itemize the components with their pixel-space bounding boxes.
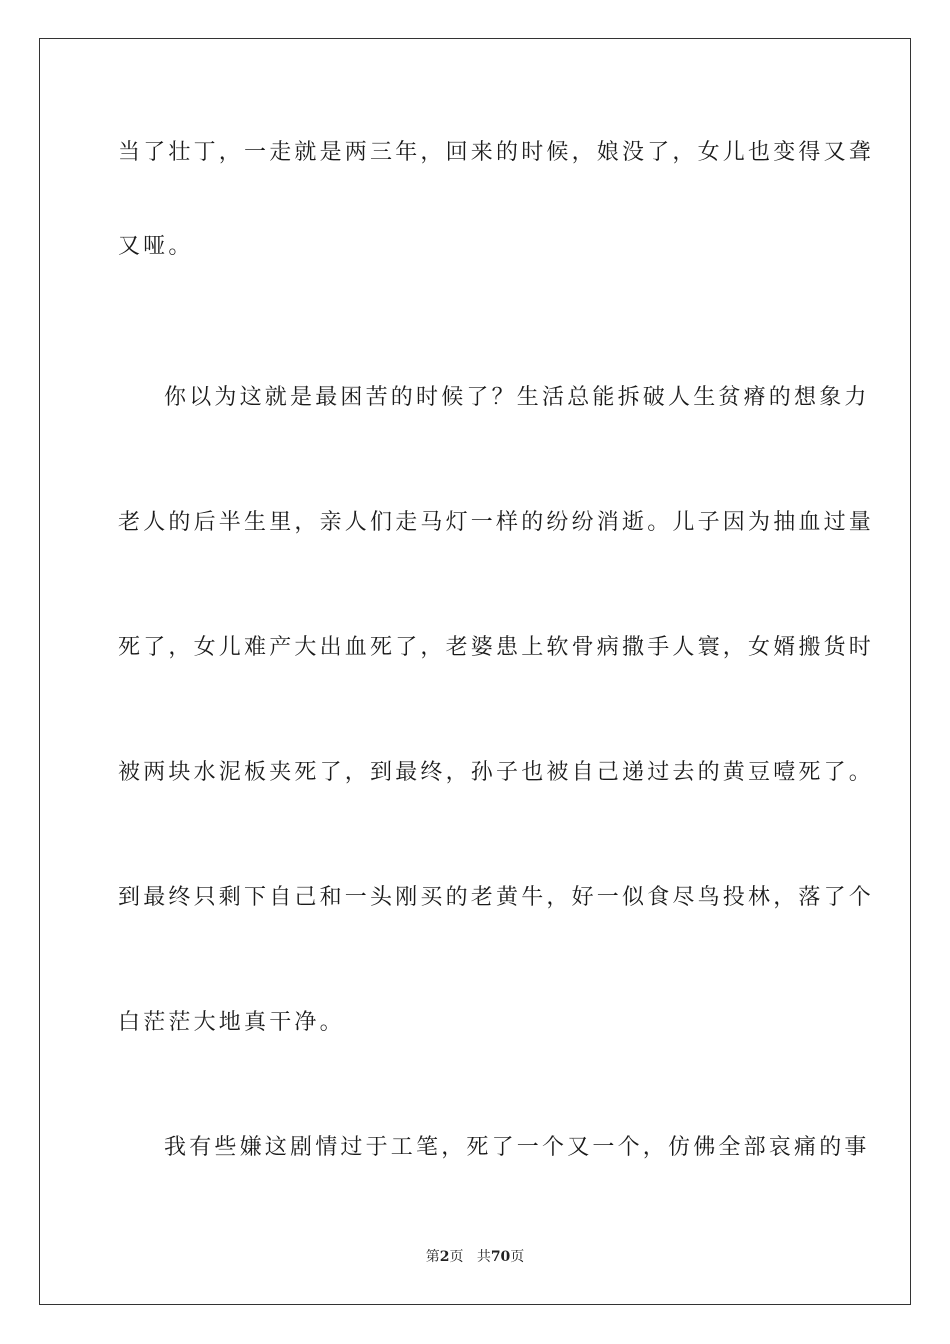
text-line-4: 老人的后半生里，亲人们走马灯一样的纷纷消逝。儿子因为抽血过量 [118,510,875,535]
total-pages: 70 [490,1249,511,1265]
page-suffix: 页 [449,1249,464,1265]
text-line-6: 被两块水泥板夹死了，到最终，孙子也被自己递过去的黄豆噎死了。 [118,760,875,785]
total-prefix: 共 [476,1249,491,1265]
page-number: 2 [439,1249,450,1265]
text-line-3: 你以为这就是最困苦的时候了？生活总能拆破人生贫瘠的想象力 [164,385,870,410]
text-line-2: 又哑。 [118,234,194,259]
text-line-8: 白茫茫大地真干净。 [118,1010,345,1035]
total-suffix: 页 [510,1249,525,1265]
text-line-1: 当了壮丁，一走就是两三年，回来的时候，娘没了，女儿也变得又聋 [118,140,875,165]
page-border [39,38,911,1305]
page-prefix: 第 [425,1249,440,1265]
text-line-7: 到最终只剩下自己和一头刚买的老黄牛，好一似食尽鸟投林，落了个 [118,885,875,910]
text-line-5: 死了，女儿难产大出血死了，老婆患上软骨病撒手人寰，女婿搬货时 [118,635,875,660]
page-footer [0,1247,950,1267]
text-line-9: 我有些嫌这剧情过于工笔，死了一个又一个，仿佛全部哀痛的事 [164,1135,870,1160]
